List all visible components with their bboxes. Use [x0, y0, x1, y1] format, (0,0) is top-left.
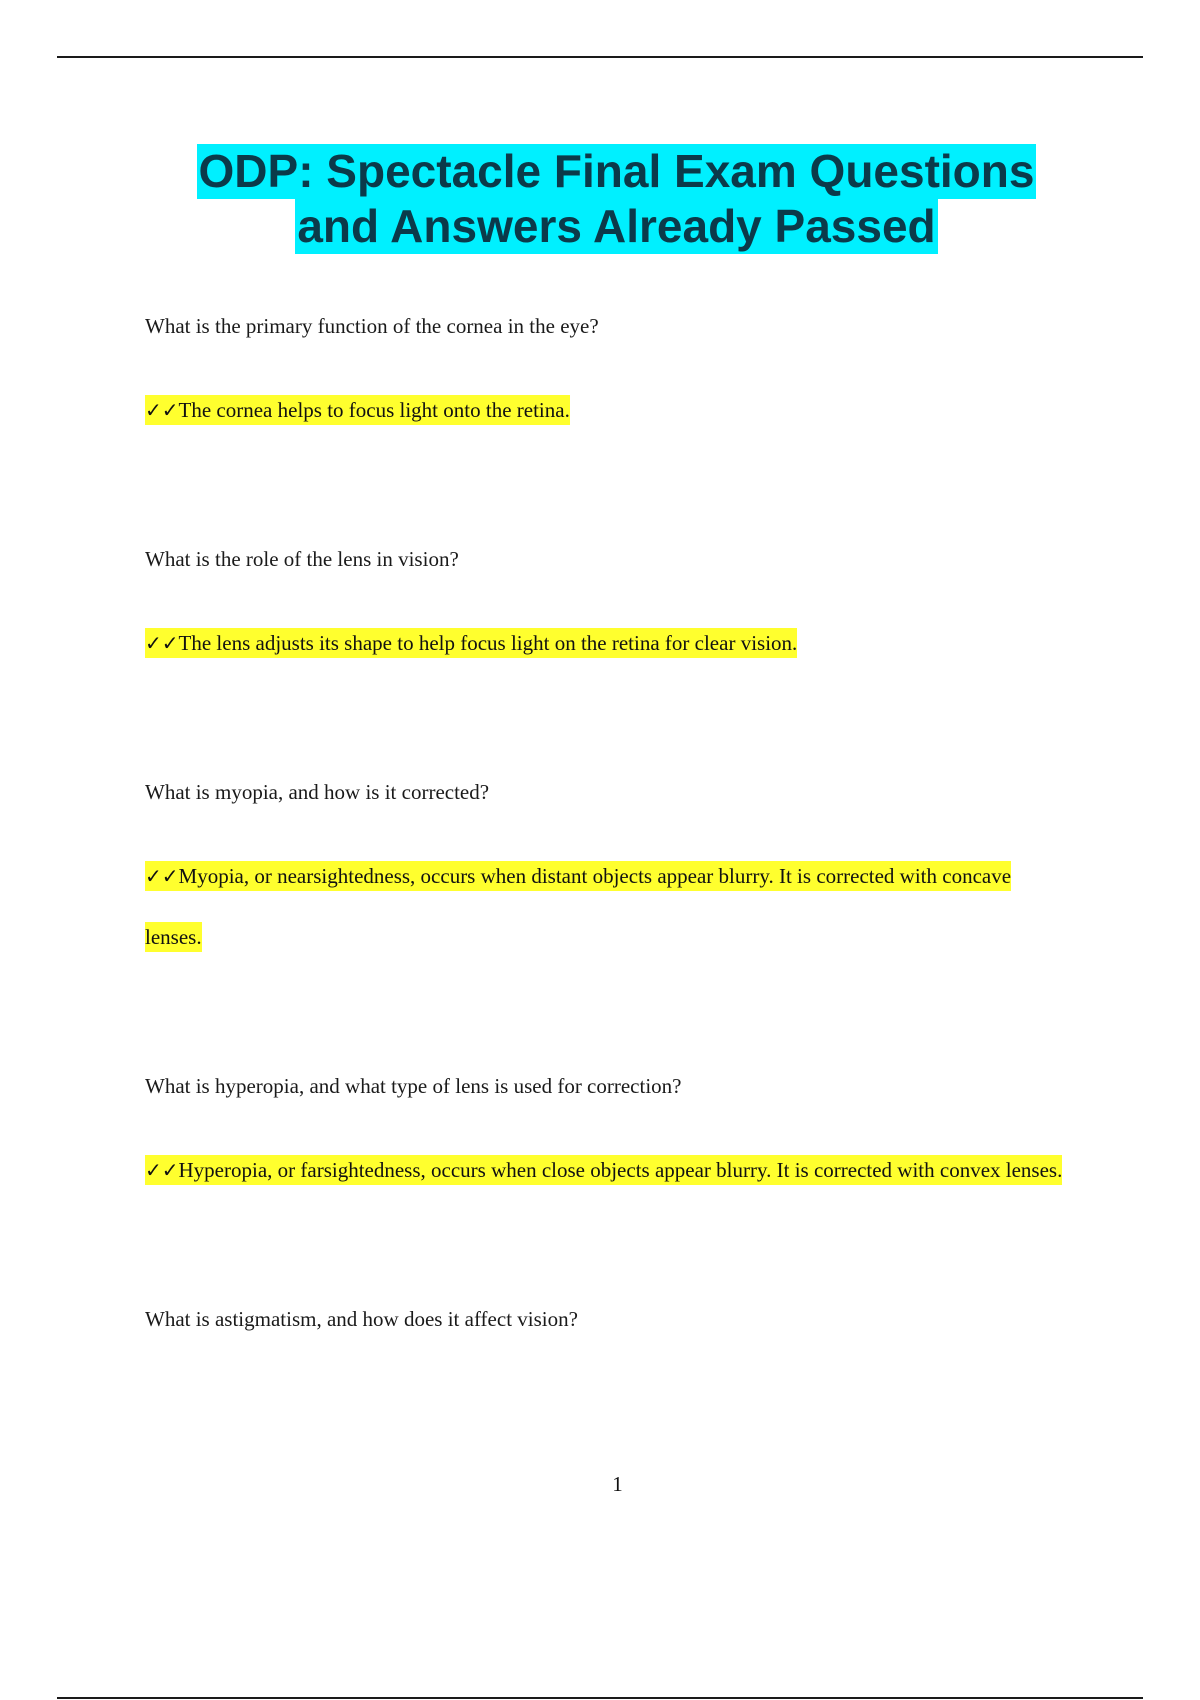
- question-2: What is the role of the lens in vision?: [145, 547, 459, 571]
- question-1: What is the primary function of the cornea in the eye?: [145, 314, 599, 338]
- answer-4-text: Hyperopia, or farsightedness, occurs when close objects appear blurry. It is corrected with convex lenses.: [178, 1158, 1063, 1182]
- page-number: 1: [612, 1472, 623, 1496]
- answer-2-text: The lens adjusts its shape to help focus light on the retina for clear vision.: [178, 631, 798, 655]
- answer-3: [145, 846, 1065, 968]
- answer-1: [145, 380, 1065, 441]
- bottom-rule: [57, 1697, 1143, 1699]
- title-line-2: and Answers Already Passed: [297, 200, 936, 252]
- answer-4: [145, 1140, 1065, 1201]
- answer-2: [145, 613, 1065, 674]
- check-mark-icon: ✓✓: [145, 1158, 179, 1182]
- qa-content: [145, 305, 1065, 1340]
- question-5: What is astigmatism, and how does it affect vision?: [145, 1307, 578, 1331]
- question-4: What is hyperopia, and what type of lens is used for correction?: [145, 1074, 682, 1098]
- check-mark-icon: ✓✓: [145, 631, 179, 655]
- check-mark-icon: ✓✓: [145, 864, 179, 888]
- top-rule: [57, 56, 1143, 58]
- question-3: What is myopia, and how is it corrected?: [145, 780, 490, 804]
- check-mark-icon: ✓✓: [145, 398, 179, 422]
- title-line-1: ODP: Spectacle Final Exam Questions: [198, 145, 1035, 197]
- document-title: [100, 144, 1133, 254]
- answer-1-text: The cornea helps to focus light onto the retina.: [178, 398, 570, 422]
- answer-3-text: Myopia, or nearsightedness, occurs when distant objects appear blurry. It is corrected with concave lenses.: [145, 864, 1012, 949]
